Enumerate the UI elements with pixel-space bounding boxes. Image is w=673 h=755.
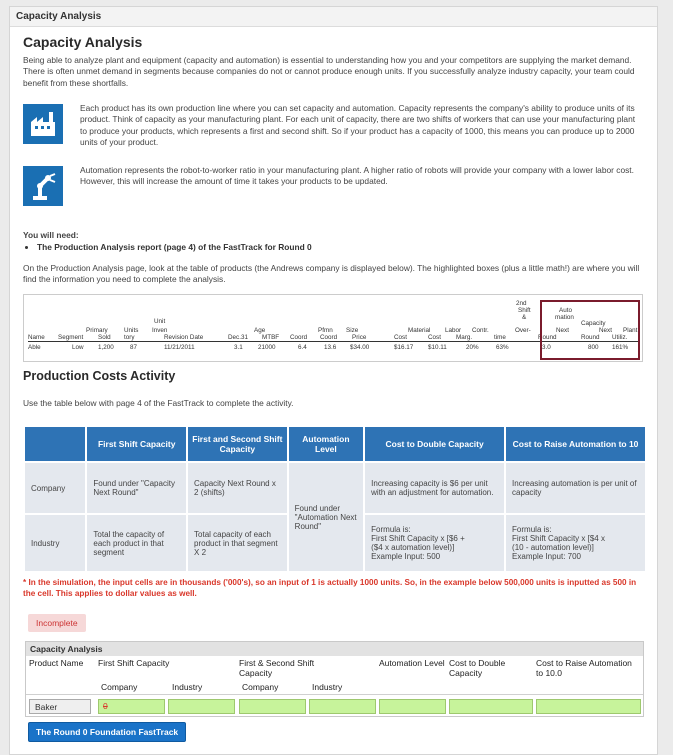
cost-double-input[interactable] bbox=[449, 699, 533, 714]
capacity-description: Each product has its own production line where you can set capacity and automation. Capacity represents the company's ability to produce units of its product. Think of capacity as your manufacturing plant. For each unit of capacity, there are two shifts of workers that can use your manufacturing plant to produce your products, which represents a first and second shift. So if your product has a capacity of 1000, this means you can produce up to 2000 units of your product. bbox=[80, 103, 636, 148]
automation-level-input[interactable] bbox=[379, 699, 446, 714]
robot-arm-icon bbox=[23, 166, 63, 206]
requirement-item: • The Production Analysis report (page 4) of the FastTrack for Round 0 bbox=[37, 242, 623, 252]
instruction-text: On the Production Analysis page, look at the table of products (the Andrews company is displayed below). The highlighted boxes (plus a little math!) are where you will find the information you need to complete the analysis. bbox=[23, 263, 640, 285]
automation-cell: Found under "Automation Next Round" bbox=[288, 462, 364, 572]
grid-corner bbox=[24, 426, 86, 462]
page-title: Capacity Analysis bbox=[23, 34, 143, 50]
cost-raise-input[interactable] bbox=[536, 699, 641, 714]
col-cost-double: Cost to Double Capacity bbox=[449, 658, 506, 678]
formula-raise-automation: Formula is: First Shift Capacity x [$4 x (10 - automation level)] Example Input: 700 bbox=[505, 514, 646, 572]
company-first-shift: Found under "Capacity Next Round" bbox=[86, 462, 187, 514]
col-product-name: Product Name bbox=[29, 658, 84, 668]
entry-title: Capacity Analysis bbox=[26, 642, 643, 656]
first-shift-company-input[interactable]: 0 bbox=[98, 699, 165, 714]
col-first-shift-capacity: First Shift Capacity bbox=[98, 658, 170, 668]
col-first-second: First and Second Shift Capacity bbox=[187, 426, 288, 462]
sub-industry-1: Industry bbox=[172, 682, 203, 692]
activity-heading: Production Costs Activity bbox=[23, 369, 176, 383]
col-first-shift: First Shift Capacity bbox=[86, 426, 187, 462]
status-badge: Incomplete bbox=[28, 614, 86, 632]
col-automation-level: Automation Level bbox=[379, 658, 445, 668]
capacity-entry-form bbox=[25, 641, 644, 717]
production-analysis-table: 2nd Shift Auto Unit & mation Capacity Primary Units Inven Age Pfmn Size Material Labor Contr. Over- Next Next Plant Name Segment Sold tory Revision Date Dec.31 MTBF Coord Coord Price Cost Cost Marg. time Round Round Utiliz. Able Low 1,200 87 11/21/2011 3.1 21000 6.4 13.6 $34.00 $16.17 $10.11 20% 63% 3.0 800 161% bbox=[23, 294, 643, 362]
prod-header-row: Name Segment Sold tory Revision Date Dec.31 MTBF Coord Coord Price Cost Cost Marg. time Round Round Utiliz. bbox=[28, 334, 638, 342]
fasttrack-button[interactable]: The Round 0 Foundation FastTrack bbox=[28, 722, 186, 742]
sub-company-1: Company bbox=[101, 682, 138, 692]
activity-grid bbox=[23, 425, 647, 573]
intro-paragraph: Being able to analyze plant and equipment (capacity and automation) is essential to understanding how you and your competitors are supplying the market demand. There is often unmet demand in segments because companies do not or cannot produce enough units. If you successfully analyze industry capacity, your team could benefit from these shortfalls. bbox=[23, 55, 635, 88]
automation-description: Automation represents the robot-to-worker ratio in your manufacturing plant. A higher ratio of robots will provide your company with a lower labor cost. However, this will increase the amount of time it takes your products to be updated. bbox=[80, 165, 634, 187]
col-raise-automation: Cost to Raise Automation to 10 bbox=[505, 426, 646, 462]
requirements-list bbox=[23, 242, 623, 252]
industry-first-shift: Total the capacity of each product in that segment bbox=[86, 514, 187, 572]
col-cost-raise: Cost to Raise Automation to 10.0 bbox=[536, 658, 632, 678]
first-shift-industry-input[interactable] bbox=[168, 699, 235, 714]
you-will-need-label: You will need: bbox=[23, 230, 79, 240]
company-raise-automation: Increasing automation is per unit of capacity bbox=[505, 462, 646, 514]
industry-row-label: Industry bbox=[24, 514, 86, 572]
company-first-second: Capacity Next Round x 2 (shifts) bbox=[187, 462, 288, 514]
factory-icon bbox=[23, 104, 63, 144]
capacity-analysis-panel bbox=[9, 6, 658, 755]
sub-industry-2: Industry bbox=[312, 682, 343, 692]
col-double-capacity: Cost to Double Capacity bbox=[364, 426, 505, 462]
product-name-field: Baker bbox=[29, 699, 91, 714]
sub-company-2: Company bbox=[242, 682, 279, 692]
thousands-footnote: * In the simulation, the input cells are in thousands ('000's), so an input of 1 is actually 1000 units. So, in the example below 500,000 units is inputted as 500 in the cell. This applies to dollar values as well. bbox=[23, 578, 637, 598]
formula-double-capacity: Formula is: First Shift Capacity x [$6 + ($4 x automation level)] Example Input: 500 bbox=[364, 514, 505, 572]
company-row-label: Company bbox=[24, 462, 86, 514]
first-second-industry-input[interactable] bbox=[309, 699, 376, 714]
col-automation: Automation Level bbox=[288, 426, 364, 462]
activity-instruction: Use the table below with page 4 of the FastTrack to complete the activity. bbox=[23, 398, 294, 408]
panel-title: Capacity Analysis bbox=[10, 7, 657, 27]
prod-data-row: Able Low 1,200 87 11/21/2011 3.1 21000 6.4 13.6 $34.00 $16.17 $10.11 20% 63% 3.0 800 161% bbox=[28, 344, 629, 351]
col-first-second-capacity: First & Second Shift Capacity bbox=[239, 658, 315, 678]
company-double-capacity: Increasing capacity is $6 per unit with an adjustment for automation. bbox=[364, 462, 505, 514]
first-second-company-input[interactable] bbox=[239, 699, 306, 714]
industry-first-second: Total capacity of each product in that segment X 2 bbox=[187, 514, 288, 572]
highlight-box bbox=[540, 300, 640, 360]
